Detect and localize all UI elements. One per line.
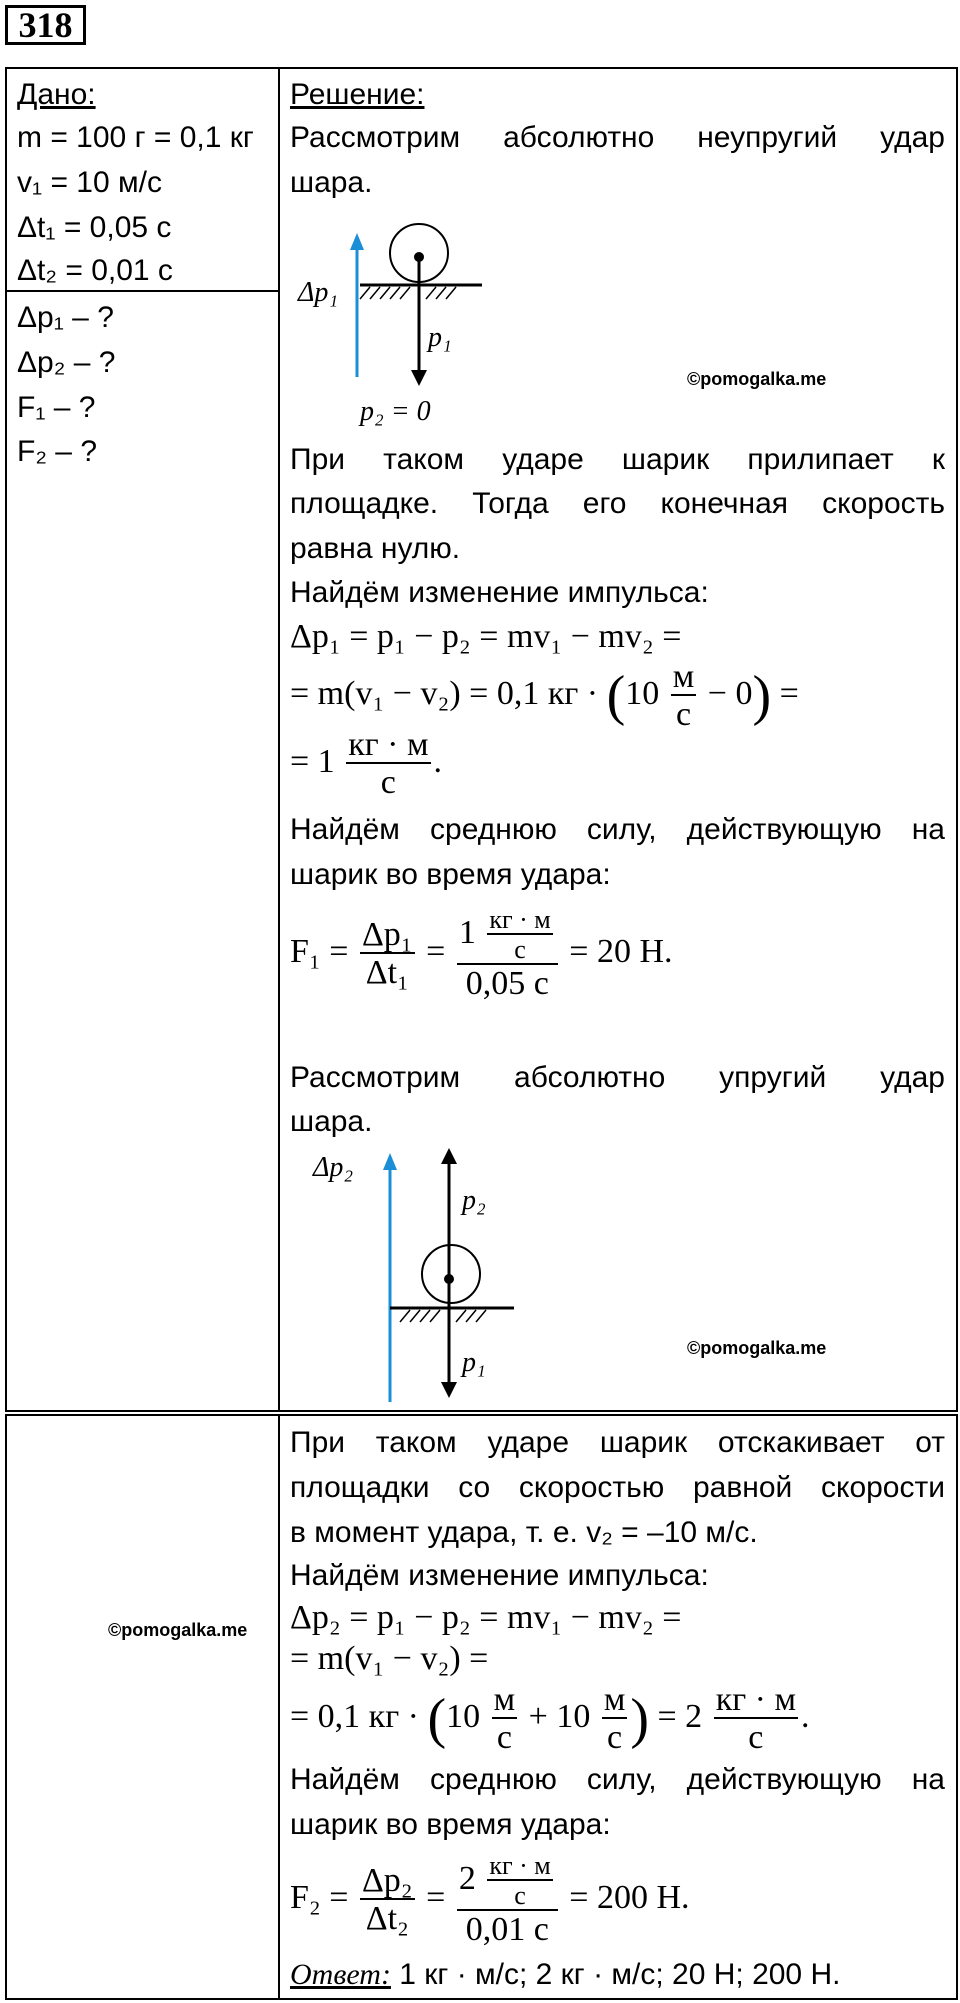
diagram1-p2-label: p₂ = 0: [360, 396, 431, 427]
eq1-equals: =: [779, 674, 799, 712]
find-momentum2-heading: Найдём изменение импульса:: [290, 1559, 709, 1592]
elastic-intro-line1: Рассмотрим абсолютно упругий удар: [290, 1061, 945, 1094]
given-mass: m = 100 г = 0,1 кг: [17, 121, 254, 154]
fraction-m-s: [492, 1683, 518, 1755]
eq1-line3: = 1 $\frac{кг \cdot м}{с}$ .: [290, 726, 442, 801]
inelastic-intro-line1: Рассмотрим абсолютно неупругий удар: [290, 121, 945, 154]
watermark: ©pomogalka.me: [687, 369, 827, 389]
f1-unit-num: кг · м: [489, 905, 551, 935]
paren-open: (: [427, 1688, 447, 1750]
frac-num: м: [603, 1681, 626, 1718]
eq1-line1: Δp₁ = p₁ − p₂ = mv₁ − mv₂ =: [290, 618, 682, 655]
diagram2-p1-label: p₁: [462, 1347, 486, 1378]
f2-value-fraction: [457, 1853, 558, 1947]
diagram2-p2-label: p₂: [462, 1185, 486, 1216]
frac-den: с: [492, 1717, 518, 1755]
fraction-m-s: [671, 660, 697, 732]
find-force-line1: Найдём среднюю силу, действующую на: [290, 813, 945, 846]
table2-left-border: [5, 1414, 7, 2000]
paren-close: ): [752, 665, 772, 727]
f2-num: Δp₂: [361, 1862, 413, 1900]
table-left-border: [5, 67, 7, 1412]
f1-lhs: F₁ =: [290, 933, 349, 970]
eq2-line1: Δp₂ = p₁ − p₂ = mv₁ − mv₂ =: [290, 1599, 682, 1636]
f1-eq: =: [426, 933, 446, 970]
diagram1-dp1-label: Δp₁: [298, 277, 339, 308]
column-divider: [278, 67, 280, 1412]
table2-top-border: [5, 1414, 958, 1416]
unit-num: кг · м: [715, 1681, 796, 1718]
table2-bottom-border: [5, 1998, 958, 2000]
f2-eq: =: [426, 1879, 446, 1916]
f2-unit-den: с: [487, 1879, 552, 1909]
elastic-text-line2: площадки со скоростью равной скорости: [290, 1471, 945, 1504]
unit-fraction: [346, 728, 430, 800]
answer: [290, 1952, 945, 1997]
f1-unit-frac: [487, 907, 552, 963]
f2-val: 2: [458, 1860, 476, 1897]
find-f1: F₁ – ?: [17, 391, 96, 424]
f1-result: = 20 Н.: [569, 933, 673, 970]
eq1-ten: 10: [625, 674, 660, 712]
eq2-plus: + 10: [528, 1697, 591, 1735]
f1-value-fraction: [457, 907, 558, 1001]
eq1-line2: [290, 658, 945, 733]
table-top-border: [5, 67, 958, 69]
f1-equation: [290, 897, 945, 1007]
frac-num: м: [672, 658, 695, 695]
watermark: ©pomogalka.me: [108, 1620, 248, 1640]
eq2-result: = 2: [657, 1697, 703, 1735]
eq1-line2-start: = m(v₁ − v₂) = 0,1 кг ·: [290, 674, 599, 712]
table-bottom-border: [5, 1410, 958, 1412]
table2-column-divider: [278, 1414, 280, 2000]
f2-lhs: F₂ =: [290, 1879, 349, 1916]
unit-den: с: [714, 1717, 798, 1755]
table2-right-border: [956, 1414, 958, 2000]
unit-num: кг · м: [348, 726, 429, 763]
find-momentum-heading: Найдём изменение импульса:: [290, 576, 709, 609]
f2-equation: [290, 1848, 945, 1948]
f1-den: Δt₁: [360, 952, 415, 990]
find-dp1: Δp₁ – ?: [17, 301, 114, 334]
problem-number: 318: [5, 5, 86, 45]
f2-value-num: [457, 1853, 558, 1909]
eq1-result: = 1: [290, 742, 335, 780]
answer-label: Ответ:: [290, 1958, 391, 1991]
paren-open: (: [606, 665, 626, 727]
elastic-intro-line2: шара.: [290, 1105, 373, 1138]
f2-fraction: [360, 1864, 415, 1936]
f2-result: = 200 Н.: [569, 1879, 690, 1916]
inelastic-text-line2: площадке. Тогда его конечная скорость: [290, 487, 945, 520]
elastic-collision-diagram: [300, 1152, 560, 1402]
frac-num: м: [493, 1681, 516, 1718]
find-force2-line1: Найдём среднюю силу, действующую на: [290, 1763, 945, 1796]
f2-den: Δt₂: [360, 1898, 415, 1936]
frac-den: с: [671, 694, 697, 732]
f2-unit-num: кг · м: [489, 1851, 551, 1881]
diagram2-dp2-label: Δp₂: [313, 1152, 354, 1183]
f1-val: 1: [458, 914, 476, 951]
eq2-ten1: 10: [446, 1697, 481, 1735]
fraction-m-s: [602, 1683, 628, 1755]
given-time1: Δt₁ = 0,05 с: [17, 211, 172, 244]
given-heading: Дано:: [17, 78, 96, 111]
given-velocity: v₁ = 10 м/с: [17, 166, 162, 199]
elastic-text-line1: При таком ударе шарик отскакивает от: [290, 1426, 945, 1459]
find-force2-line2: шарик во время удара:: [290, 1808, 611, 1841]
find-f2: F₂ – ?: [17, 435, 98, 468]
frac-den: с: [602, 1717, 628, 1755]
unit-den: с: [346, 762, 430, 800]
f1-value-num: [457, 907, 558, 963]
inelastic-intro-line2: шара.: [290, 166, 373, 199]
f1-unit-den: с: [487, 933, 552, 963]
solution-heading: Решение:: [290, 78, 425, 111]
diagram1-p1-label: p₁: [428, 322, 452, 353]
f1-num: Δp₁: [361, 916, 413, 954]
inelastic-text-line3: равна нулю.: [290, 532, 461, 565]
find-dp2: Δp₂ – ?: [17, 346, 116, 379]
answer-text: 1 кг · м/с; 2 кг · м/с; 20 Н; 200 Н.: [390, 1958, 841, 1991]
elastic-text-line3: в момент удара, т. е. v₂ = –10 м/с.: [290, 1516, 758, 1549]
inelastic-text-line1: При таком ударе шарик прилипает к: [290, 443, 945, 476]
f1-fraction: [360, 918, 415, 990]
eq2-start: = 0,1 кг ·: [290, 1697, 419, 1735]
eq2-line3: = 0,1 кг · (10 $\frac{м}{с}$ + 10 $\frac{м}{с}$ ) = 2 $\frac{кг \cdot м}{с}$ .: [290, 1681, 810, 1756]
paren-close: ): [630, 1688, 649, 1750]
eq2-line2: = m(v₁ − v₂) =: [290, 1640, 489, 1677]
watermark: ©pomogalka.me: [687, 1338, 827, 1358]
given-time2: Δt₂ = 0,01 с: [17, 254, 173, 287]
table-right-border: [956, 67, 958, 1412]
unit-fraction: [714, 1683, 798, 1755]
f2-unit-frac: [487, 1853, 552, 1909]
eq1-minus-zero: − 0: [707, 674, 753, 712]
f2-value-den: 0,01 с: [457, 1909, 558, 1947]
find-force-line2: шарик во время удара:: [290, 858, 611, 891]
f1-value-den: 0,05 с: [457, 963, 558, 1001]
